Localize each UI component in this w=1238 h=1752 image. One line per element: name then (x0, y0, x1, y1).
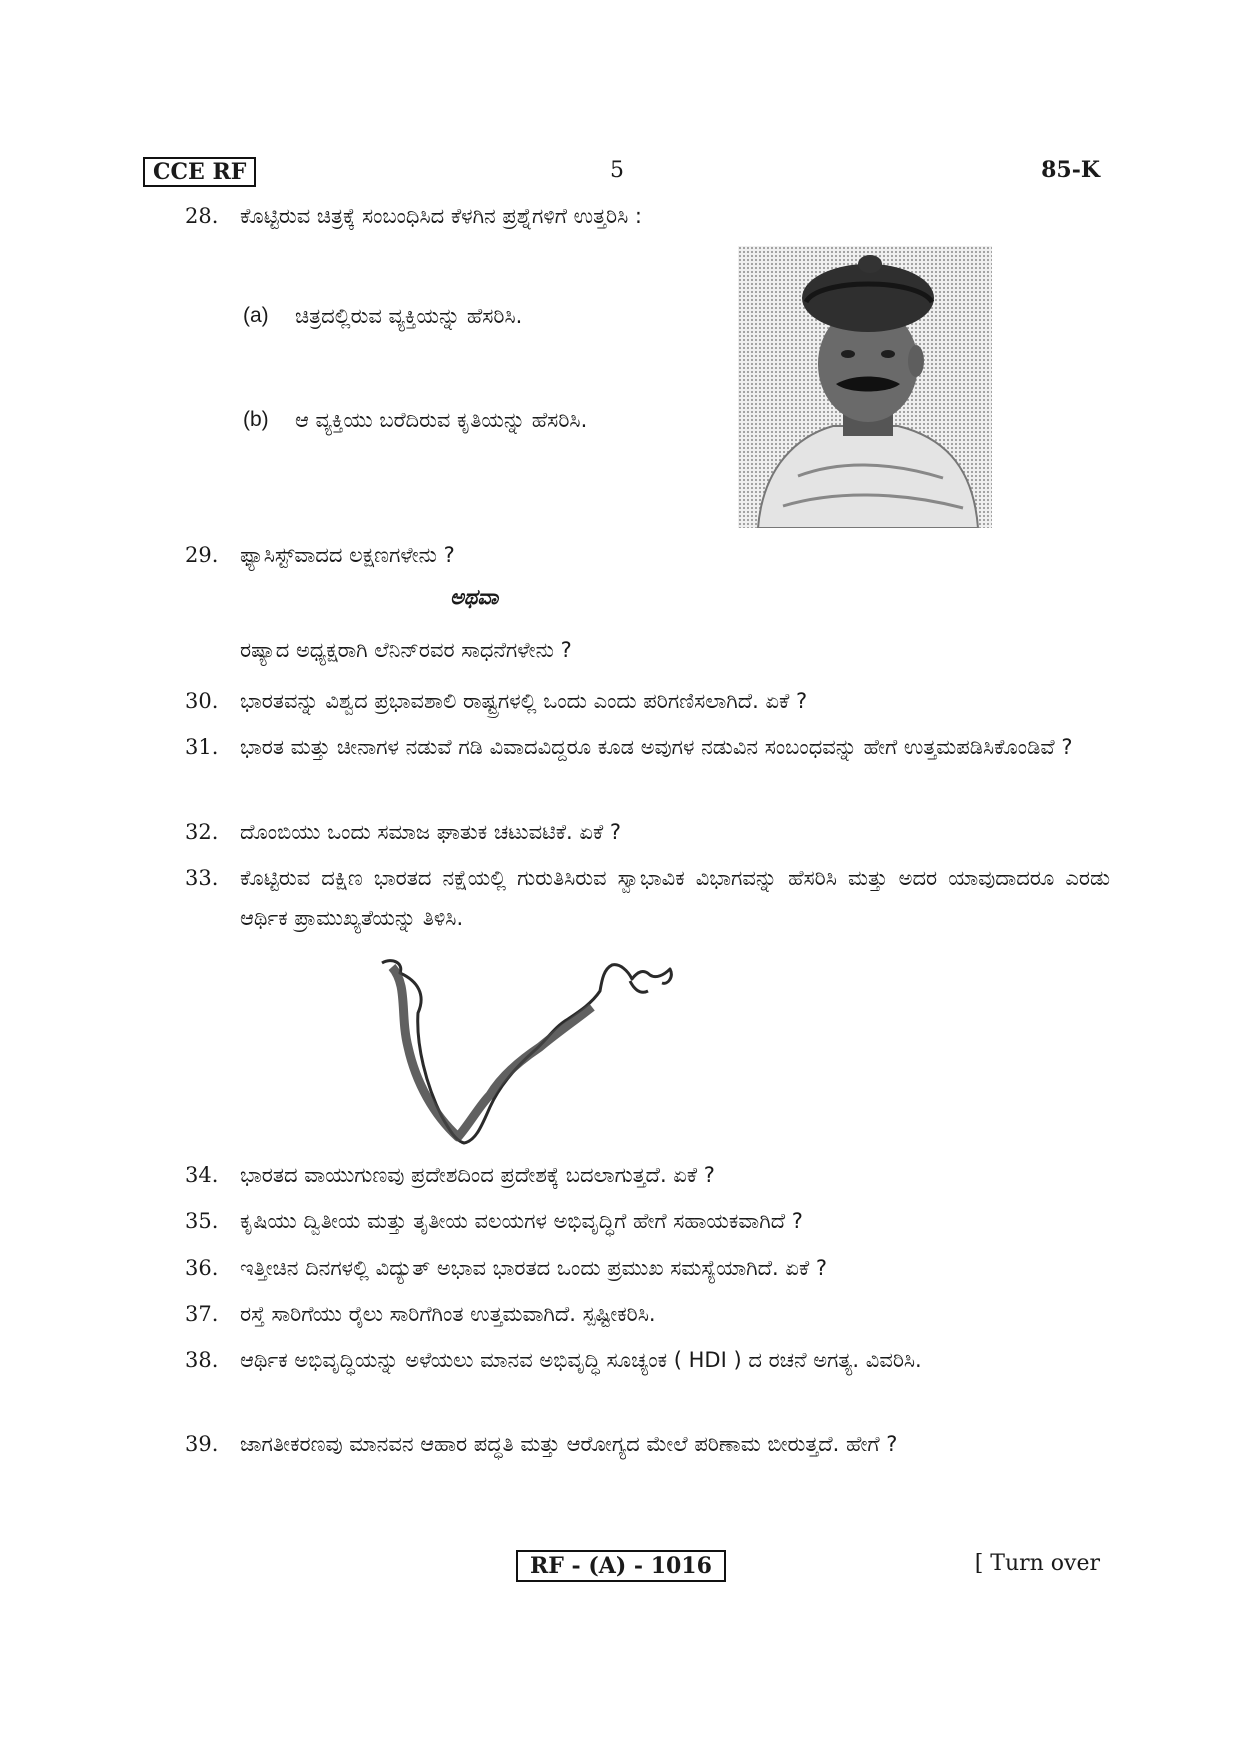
footer-code-box: RF - (A) - 1016 (516, 1550, 726, 1582)
question-number: 31. (185, 735, 219, 759)
question-number: 36. (185, 1256, 219, 1280)
question-text: ರಸ್ತೆ ಸಾರಿಗೆಯು ರೈಲು ಸಾರಿಗೆಗಿಂತ ಉತ್ತಮವಾಗಿದೆ. ಸ್ಪಷ್ಟೀಕರಿಸಿ. (240, 1302, 656, 1326)
header-code-box: CCE RF (143, 157, 256, 187)
question-number: 35. (185, 1209, 219, 1233)
page-number: 5 (610, 158, 624, 183)
part-label: (b) (243, 408, 269, 431)
question-text: ಕೊಟ್ಟಿರುವ ಚಿತ್ರಕ್ಕೆ ಸಂಬಂಧಿಸಿದ ಕೆಳಗಿನ ಪ್ರಶ್ನೆಗಳಿಗೆ ಉತ್ತರಿಸಿ : (240, 204, 643, 228)
question-text: ಭಾರತವನ್ನು ವಿಶ್ವದ ಪ್ರಭಾವಶಾಲಿ ರಾಷ್ಟ್ರಗಳಲ್ಲಿ ಒಂದು ಎಂದು ಪರಿಗಣಿಸಲಾಗಿದೆ. ಏಕೆ ? (240, 689, 808, 713)
question-text: ದೊಂಬಿಯು ಒಂದು ಸಮಾಜ ಘಾತುಕ ಚಟುವಟಿಕೆ. ಏಕೆ ? (240, 820, 622, 844)
question-text: ಆರ್ಥಿಕ ಅಭಿವೃದ್ಧಿಯನ್ನು ಅಳೆಯಲು ಮಾನವ ಅಭಿವೃದ್ಧಿ ಸೂಚ್ಯಂಕ ( HDI ) ದ ರಚನೆ ಅಗತ್ಯ. ವಿವರಿಸಿ. (240, 1348, 922, 1372)
or-label: ಅಥವಾ (450, 585, 499, 609)
turn-over-note: [ Turn over (974, 1551, 1100, 1576)
question-number: 28. (185, 204, 219, 228)
question-number: 39. (185, 1432, 219, 1456)
question-text: ರಷ್ಯಾದ ಅಧ್ಯಕ್ಷರಾಗಿ ಲೆನಿನ್‌ರವರ ಸಾಧನೆಗಳೇನು ? (240, 638, 572, 662)
question-number: 30. (185, 689, 219, 713)
question-text: ಫ್ಯಾಸಿಸ್ಟ್‌ವಾದದ ಲಕ್ಷಣಗಳೇನು ? (240, 543, 455, 567)
question-number: 32. (185, 820, 219, 844)
question-number: 34. (185, 1163, 219, 1187)
question-number: 33. (185, 866, 219, 890)
question-text: ಕೃಷಿಯು ದ್ವಿತೀಯ ಮತ್ತು ತೃತೀಯ ವಲಯಗಳ ಅಭಿವೃದ್ಧಿಗೆ ಹೇಗೆ ಸಹಾಯಕವಾಗಿದೆ ? (240, 1209, 803, 1233)
question-text: ಭಾರತ ಮತ್ತು ಚೀನಾಗಳ ನಡುವೆ ಗಡಿ ವಿವಾದವಿದ್ದರೂ ಕೂಡ ಅವುಗಳ ನಡುವಿನ ಸಂಬಂಧವನ್ನು ಹೇಗೆ ಉತ್ತಮಪಡಿಸಿಕೊಂಡಿವೆ ? (240, 735, 1073, 759)
question-text: ಭಾರತದ ವಾಯುಗುಣವು ಪ್ರದೇಶದಿಂದ ಪ್ರದೇಶಕ್ಕೆ ಬದಲಾಗುತ್ತದೆ. ಏಕೆ ? (240, 1163, 715, 1187)
question-text: ಕೊಟ್ಟಿರುವ ದಕ್ಷಿಣ ಭಾರತದ ನಕ್ಷೆಯಲ್ಲಿ ಗುರುತಿಸಿರುವ ಸ್ವಾಭಾವಿಕ ವಿಭಾಗವನ್ನು ಹೆಸರಿಸಿ ಮತ್ತು ಅದರ ಯಾವುದಾದರೂ ಎರಡು ಆರ್ಥಿಕ ಪ್ರಾಮುಖ್ಯತೆಯನ್ನು ತಿಳಿಸಿ. (240, 866, 1110, 930)
question-number: 38. (185, 1348, 219, 1372)
paper-code: 85-K (1041, 157, 1100, 183)
portrait-photo (738, 246, 992, 528)
question-text: ಜಾಗತೀಕರಣವು ಮಾನವನ ಆಹಾರ ಪದ್ಧತಿ ಮತ್ತು ಆರೋಗ್ಯದ ಮೇಲೆ ಪರಿಣಾಮ ಬೀರುತ್ತದೆ. ಹೇಗೆ ? (240, 1432, 898, 1456)
south-india-map (378, 955, 700, 1145)
question-number: 29. (185, 543, 219, 567)
part-label: (a) (243, 304, 269, 327)
part-text: ಚಿತ್ರದಲ್ಲಿರುವ ವ್ಯಕ್ತಿಯನ್ನು ಹೆಸರಿಸಿ. (295, 304, 523, 328)
part-text: ಆ ವ್ಯಕ್ತಿಯು ಬರೆದಿರುವ ಕೃತಿಯನ್ನು ಹೆಸರಿಸಿ. (295, 408, 588, 432)
question-number: 37. (185, 1302, 219, 1326)
question-text: ಇತ್ತೀಚಿನ ದಿನಗಳಲ್ಲಿ ವಿದ್ಯುತ್ ಅಭಾವ ಭಾರತದ ಒಂದು ಪ್ರಮುಖ ಸಮಸ್ಯೆಯಾಗಿದೆ. ಏಕೆ ? (240, 1256, 828, 1280)
